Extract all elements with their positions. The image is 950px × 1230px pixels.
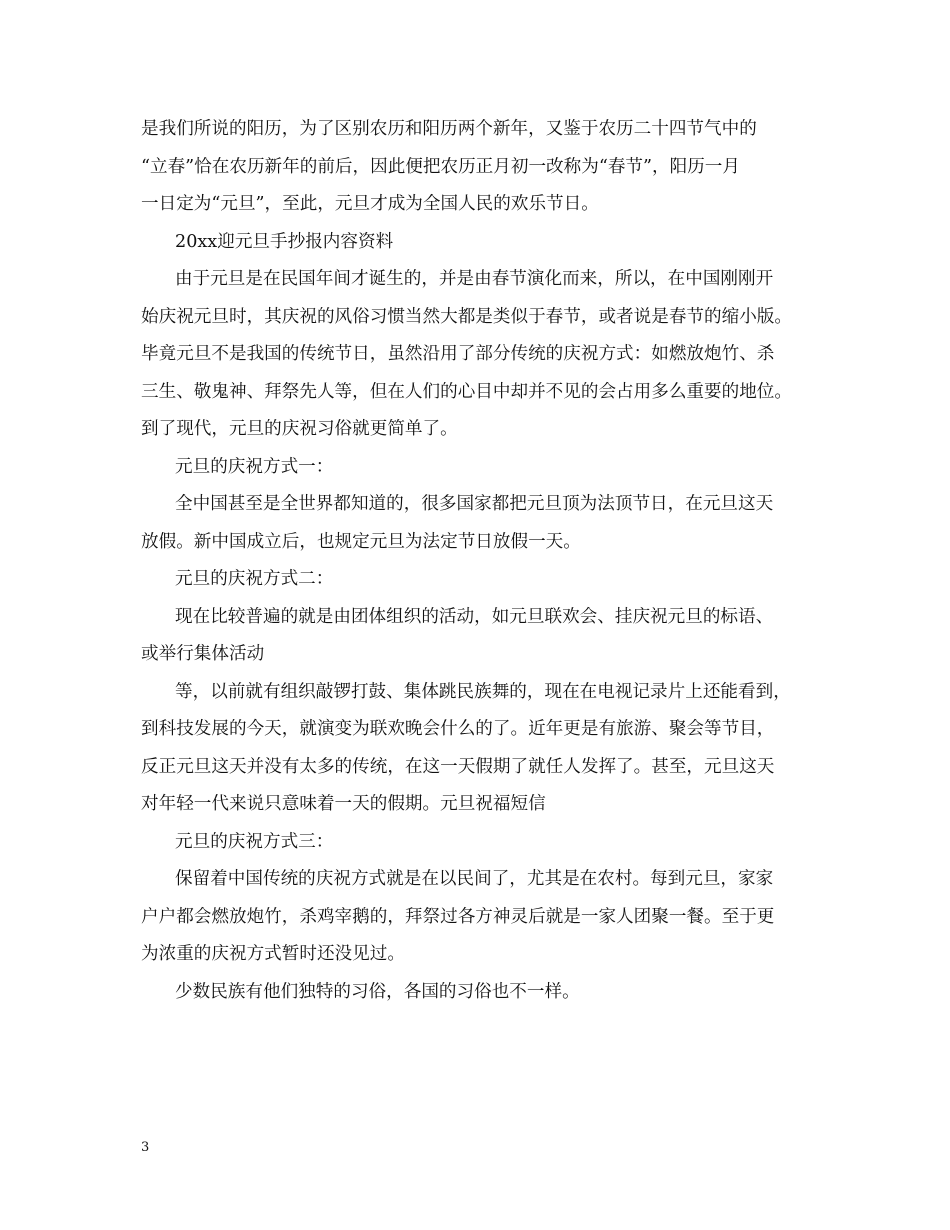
- text-line: “立春”恰在农历新年的前后，因此便把农历正月初一改称为“春节”，阳历一月: [141, 156, 740, 177]
- text-line: 现在比较普遍的就是由团体组织的活动，如元旦联欢会、挂庆祝元旦的标语、: [175, 606, 774, 627]
- text-line: 20xx迎元旦手抄报内容资料: [175, 231, 394, 252]
- text-line: 元旦的庆祝方式二：: [175, 569, 334, 589]
- text-line: 始庆祝元旦时，其庆祝的风俗习惯当然大都是类似于春节，或者说是春节的缩小版。: [141, 306, 792, 327]
- text-line: 元旦的庆祝方式三：: [175, 831, 334, 852]
- text-line: 到了现代，元旦的庆祝习俗就更简单了。: [141, 419, 458, 439]
- page-number: 3: [141, 1140, 150, 1155]
- text-line: 由于元旦是在民国年间才诞生的，并是由春节演化而来，所以，在中国刚刚开: [175, 269, 774, 289]
- text-line: 或举行集体活动: [141, 644, 265, 664]
- text-line: 为浓重的庆祝方式暂时还没见过。: [141, 944, 405, 964]
- text-line: 户户都会燃放炮竹，杀鸡宰鹅的，拜祭过各方神灵后就是一家人团聚一餐。至于更: [141, 906, 775, 927]
- text-line: 毕竟元旦不是我国的传统节日，虽然沿用了部分传统的庆祝方式：如燃放炮竹、杀: [141, 344, 775, 364]
- text-line: 少数民族有他们独特的习俗，各国的习俗也不一样。: [175, 981, 580, 1002]
- text-line: 全中国甚至是全世界都知道的，很多国家都把元旦顶为法顶节日，在元旦这天: [175, 494, 774, 514]
- text-line: 等，以前就有组织敲锣打鼓、集体跳民族舞的，现在在电视记录片上还能看到，: [175, 681, 791, 702]
- text-line: 是我们所说的阳历，为了区别农历和阳历两个新年，又鉴于农历二十四节气中的: [141, 119, 757, 139]
- text-line: 三生、敬鬼神、拜祭先人等，但在人们的心目中却并不见的会占用多么重要的地位。: [141, 381, 792, 402]
- text-line: 反正元旦这天并没有太多的传统，在这一天假期了就任人发挥了。甚至，元旦这天: [141, 756, 775, 777]
- text-line: 放假。新中国成立后，也规定元旦为法定节日放假一天。: [141, 531, 581, 552]
- text-line: 一日定为“元旦”，至此，元旦才成为全国人民的欢乐节日。: [141, 194, 599, 214]
- text-line: 元旦的庆祝方式一：: [175, 456, 334, 477]
- text-line: 对年轻一代来说只意味着一天的假期。元旦祝福短信: [141, 794, 546, 814]
- text-line: 保留着中国传统的庆祝方式就是在以民间了，尤其是在农村。每到元旦，家家: [175, 869, 774, 889]
- text-line: 到科技发展的今天，就演变为联欢晚会什么的了。近年更是有旅游、聚会等节目，: [141, 719, 775, 739]
